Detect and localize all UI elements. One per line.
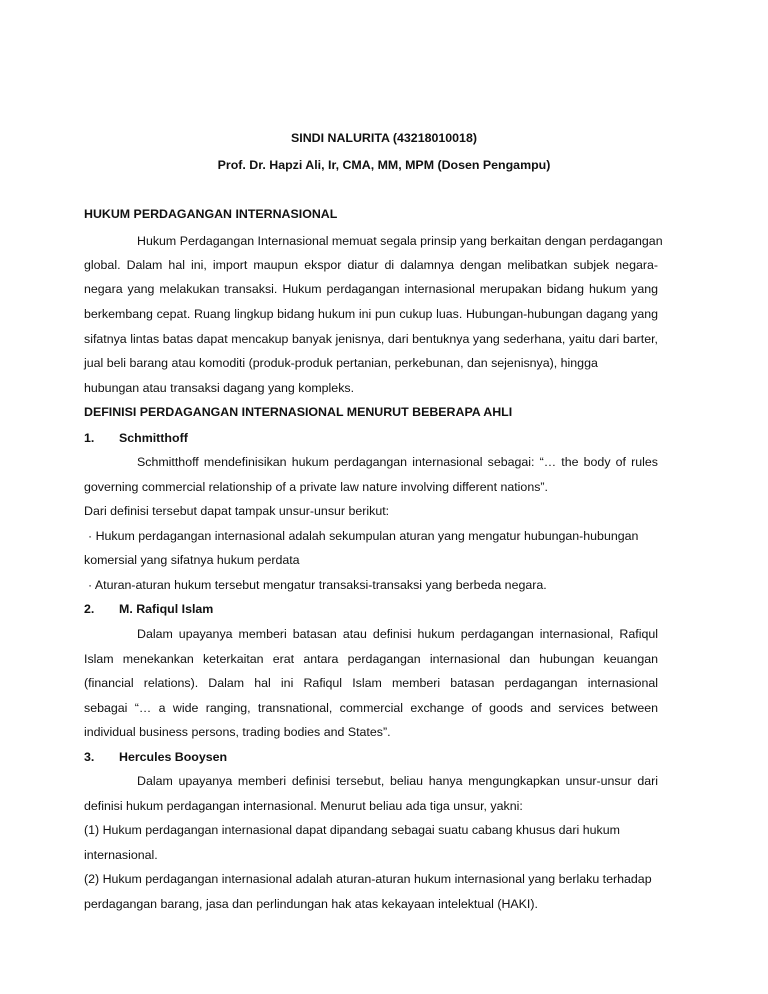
lecturer-line: Prof. Dr. Hapzi Ali, Ir, CMA, MM, MPM (Dosen Pengampu) [217, 158, 551, 172]
bullet-line: · Aturan-aturan hukum tersebut mengatur transaksi-transaksi yang berbeda negara. [88, 578, 547, 592]
paragraph-line: (financial relations). Dalam hal ini Rafiqul Islam memberi batasan perdagangan internasional [84, 676, 658, 690]
expert-name-rafiqul-islam: M. Rafiqul Islam [119, 602, 214, 616]
paragraph-line: hubungan atau transaksi dagang yang kompleks. [84, 381, 355, 395]
list-number: 1. [84, 431, 95, 445]
paragraph-line: sebagai “… a wide ranging, transnational, commercial exchange of goods and services between [84, 701, 658, 715]
paragraph-line: (1) Hukum perdagangan internasional dapat dipandang sebagai suatu cabang khusus dari hukum [84, 823, 620, 837]
paragraph-line: individual business persons, trading bodies and States”. [84, 725, 391, 739]
paragraph-line: global. Dalam hal ini, import maupun ekspor diatur di dalamnya dengan melibatkan subjek negara- [84, 258, 658, 272]
paragraph-line: (2) Hukum perdagangan internasional adalah aturan-aturan hukum internasional yang berlaku terhadap [84, 872, 652, 886]
paragraph-line: Islam menekankan keterkaitan erat antara perdagangan internasional dan hubungan keuangan [84, 652, 658, 666]
list-number: 3. [84, 750, 95, 764]
paragraph-line: Dalam upayanya memberi definisi tersebut, beliau hanya mengungkapkan unsur-unsur dari [137, 774, 658, 788]
paragraph-line: komersial yang sifatnya hukum perdata [84, 553, 300, 567]
paragraph-line: jual beli barang atau komoditi (produk-produk pertanian, perkebunan, dan sejenisnya), hingga [84, 356, 598, 370]
paragraph-line: Schmitthoff mendefinisikan hukum perdagangan internasional sebagai: “… the body of rules [137, 455, 658, 469]
paragraph-line: Dari definisi tersebut dapat tampak unsur-unsur berikut: [84, 504, 390, 518]
list-number: 2. [84, 602, 95, 616]
paragraph-line: sifatnya lintas batas dapat mencakup banyak jenisnya, dari bentuknya yang sederhana, yaitu dari barter, [84, 332, 658, 346]
section-heading-hukum: HUKUM PERDAGANGAN INTERNASIONAL [84, 207, 338, 221]
paragraph-line: Dalam upayanya memberi batasan atau definisi hukum perdagangan internasional, Rafiqul [137, 627, 658, 641]
author-line: SINDI NALURITA (43218010018) [291, 131, 477, 145]
section-heading-definisi: DEFINISI PERDAGANGAN INTERNASIONAL MENURUT BEBERAPA AHLI [84, 405, 513, 419]
paragraph-line: Hukum Perdagangan Internasional memuat segala prinsip yang berkaitan dengan perdagangan [137, 234, 663, 248]
expert-name-hercules-booysen: Hercules Booysen [119, 750, 228, 764]
paragraph-line: negara yang melakukan transaksi. Hukum perdagangan internasional merupakan bidang hukum yang [84, 282, 658, 296]
bullet-line: · Hukum perdagangan internasional adalah sekumpulan aturan yang mengatur hubungan-hubungan [88, 529, 639, 543]
paragraph-line: perdagangan barang, jasa dan perlindungan hak atas kekayaan intelektual (HAKI). [84, 897, 538, 911]
paragraph-line: governing commercial relationship of a private law nature involving different nations”. [84, 480, 548, 494]
paragraph-line: definisi hukum perdagangan internasional. Menurut beliau ada tiga unsur, yakni: [84, 799, 523, 813]
paragraph-line: berkembang cepat. Ruang lingkup bidang hukum ini pun cukup luas. Hubungan-hubungan dagang yang [84, 307, 658, 321]
expert-name-schmitthoff: Schmitthoff [119, 431, 188, 445]
paragraph-line: internasional. [84, 848, 158, 862]
